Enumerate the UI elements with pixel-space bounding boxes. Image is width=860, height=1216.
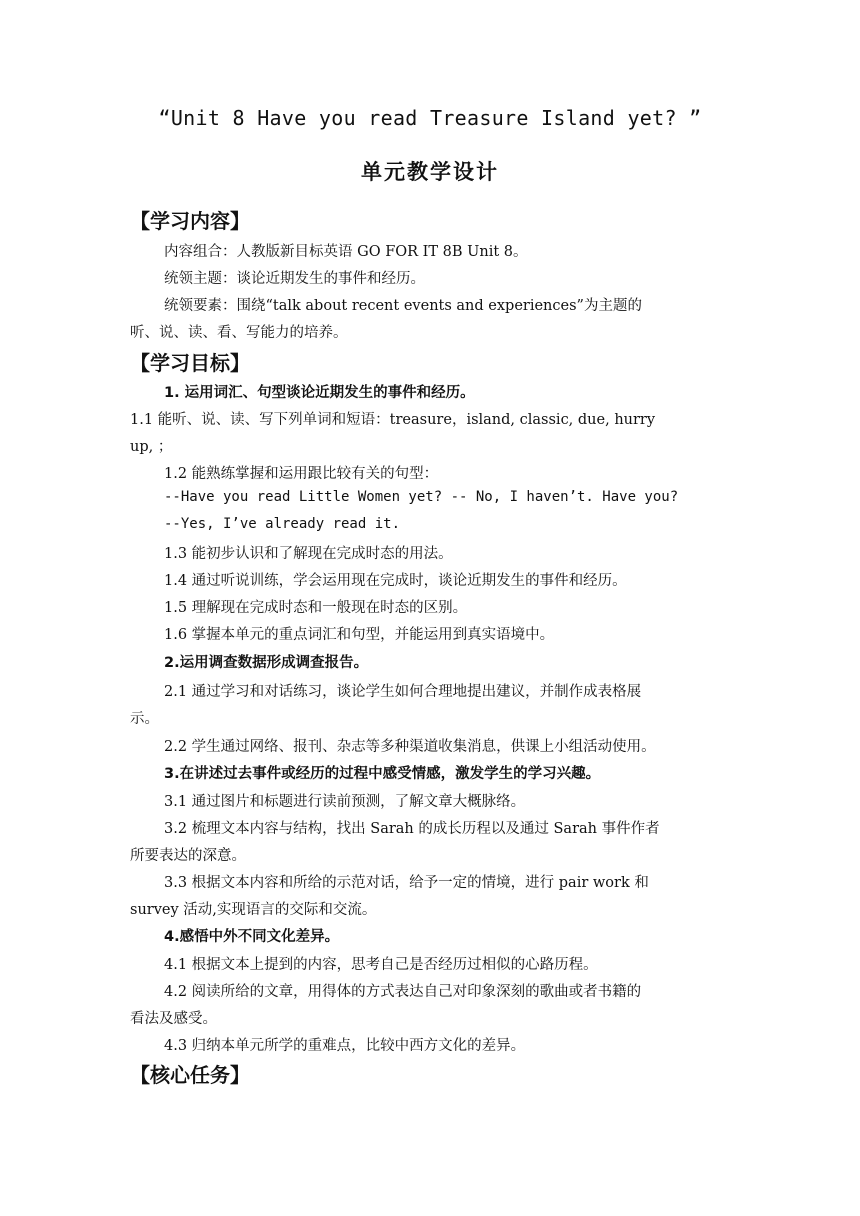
content-line: 统领主题：谈论近期发生的事件和经历。 (164, 271, 425, 287)
goal-item: 1.4 通过听说训练，学会运用现在完成时，谈论近期发生的事件和经历。 (164, 573, 627, 589)
document-title-en: “Unit 8 Have you read Treasure Island yet? ” (158, 106, 702, 130)
goal-item: 所要表达的深意。 (130, 848, 246, 864)
goal-item: 1.6 掌握本单元的重点词汇和句型，并能运用到真实语境中。 (164, 627, 555, 643)
goal-item: 4.2 阅读所给的文章，用得体的方式表达自己对印象深刻的歌曲或者书籍的 (164, 984, 642, 1000)
goal-item: 4.1 根据文本上提到的内容，思考自己是否经历过相似的心路历程。 (164, 957, 598, 973)
example-sentence: --Have you read Little Women yet? -- No, I haven’t. Have you? (164, 489, 679, 505)
goal-item: 1.3 能初步认识和了解现在完成时态的用法。 (164, 546, 453, 562)
content-line: 听、说、读、看、写能力的培养。 (130, 325, 348, 341)
goal-item: 示。 (130, 711, 159, 727)
goal-item: 3.3 根据文本内容和所给的示范对话，给予一定的情境，进行 pair work 和 (164, 875, 649, 891)
goal-heading-3: 3.在讲述过去事件或经历的过程中感受情感，激发学生的学习兴趣。 (164, 766, 601, 782)
goal-item: survey 活动,实现语言的交际和交流。 (130, 902, 377, 918)
heading-learning-goals: 【学习目标】 (130, 351, 250, 375)
goal-item: 3.2 梳理文本内容与结构，找出 Sarah 的成长历程以及通过 Sarah 事件作者 (164, 821, 660, 837)
goal-item: 1.5 理解现在完成时态和一般现在时态的区别。 (164, 600, 468, 616)
document-title-cn: 单元教学设计 (361, 160, 499, 184)
goal-item: 1.2 能熟练掌握和运用跟比较有关的句型： (164, 466, 439, 482)
goal-item: 2.1 通过学习和对话练习，谈论学生如何合理地提出建议，并制作成表格展 (164, 684, 642, 700)
heading-learning-content: 【学习内容】 (130, 209, 250, 233)
heading-core-tasks: 【核心任务】 (130, 1063, 250, 1087)
goal-item: 2.2 学生通过网络、报刊、杂志等多种渠道收集消息，供课上小组活动使用。 (164, 739, 656, 755)
goal-item: up, ； (130, 439, 173, 455)
content-line: 统领要素：围绕“talk about recent events and experiences”为主题的 (164, 298, 642, 314)
example-sentence: --Yes, I’ve already read it. (164, 516, 401, 532)
content-line: 内容组合：人教版新目标英语 GO FOR IT 8B Unit 8。 (164, 244, 528, 260)
goal-item: 1.1 能听、说、读、写下列单词和短语：treasure，island, classic, due, hurry (130, 412, 656, 428)
goal-heading-1: 1. 运用词汇、句型谈论近期发生的事件和经历。 (164, 385, 475, 401)
goal-item: 4.3 归纳本单元所学的重难点，比较中西方文化的差异。 (164, 1038, 526, 1054)
goal-item: 3.1 通过图片和标题进行读前预测，了解文章大概脉络。 (164, 794, 526, 810)
goal-heading-4: 4.感悟中外不同文化差异。 (164, 929, 340, 945)
goal-item: 看法及感受。 (130, 1011, 217, 1027)
goal-heading-2: 2.运用调查数据形成调查报告。 (164, 655, 369, 671)
